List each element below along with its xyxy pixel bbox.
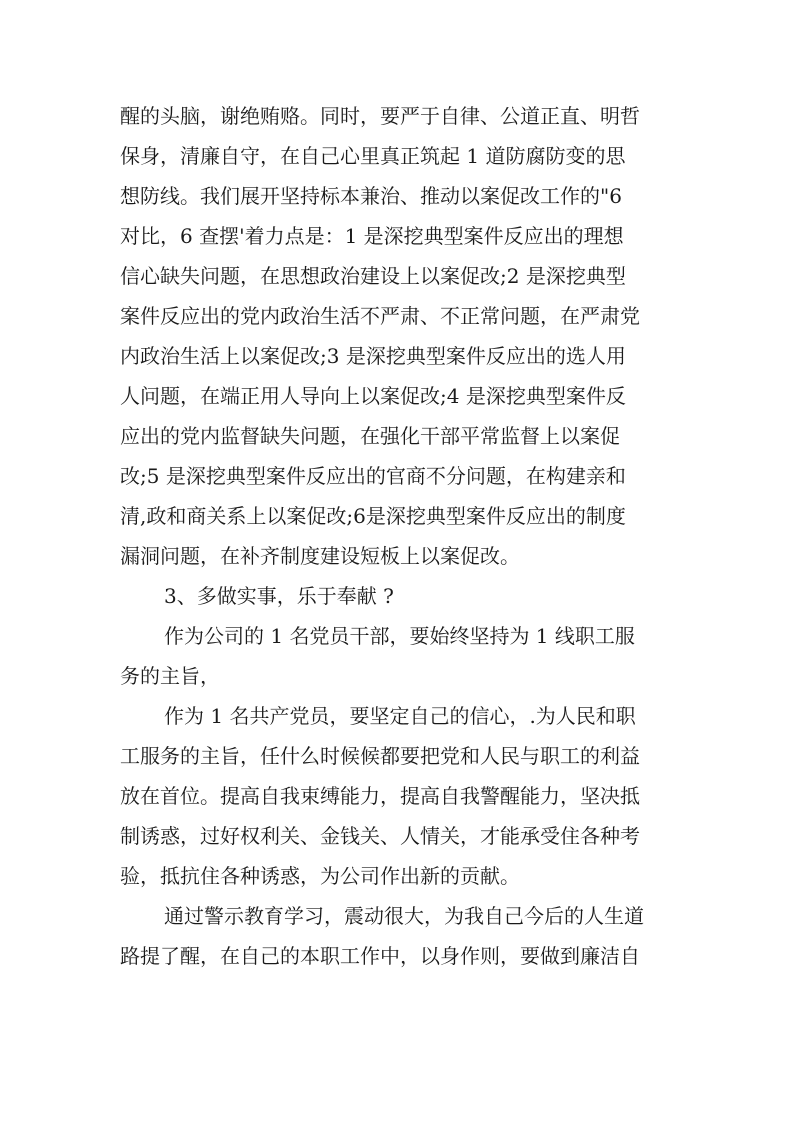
text-line: 工服务的主旨，任什么时候候都要把党和人民与职工的利益 (120, 744, 640, 768)
section-heading: 3、多做实事，乐于奉献 ? (164, 584, 394, 608)
text-line: 案件反应出的党内政治生活不严肃、不正常问题，在严肃党 (120, 304, 640, 328)
text-line: 路提了醒，在自己的本职工作中，以身作则，要做到廉洁自 (120, 944, 640, 968)
text-line: 保身，清廉自守，在自己心里真正筑起 1 道防腐防变的思 (120, 144, 626, 168)
text-line: 内政治生活上以案促改;3 是深挖典型案件反应出的选人用 (120, 344, 626, 368)
text-line: 作为公司的 1 名党员干部，要始终坚持为 1 线职工服 (164, 624, 635, 648)
text-line: 人问题，在端正用人导向上以案促改;4 是深挖典型案件反 (120, 384, 626, 408)
text-line: 验，抵抗住各种诱惑，为公司作出新的贡献。 (120, 864, 520, 888)
text-line: 通过警示教育学习，震动很大，为我自己今后的人生道 (164, 904, 644, 928)
text-line: 应出的党内监督缺失问题，在强化干部平常监督上以案促 (120, 424, 620, 448)
text-line: 对比，6 查摆'着力点是：1 是深挖典型案件反应出的理想 (120, 224, 624, 248)
text-line: 务的主旨， (120, 664, 220, 688)
text-line: 作为 1 名共产党员，要坚定自己的信心，.为人民和职 (164, 704, 636, 728)
text-line: 改;5 是深挖典型案件反应出的官商不分问题，在构建亲和 (120, 464, 626, 488)
text-line: 漏洞问题，在补齐制度建设短板上以案促改。 (120, 544, 520, 568)
text-line: 信心缺失问题，在思想政治建设上以案促改;2 是深挖典型 (120, 264, 626, 288)
text-line: 制诱惑，过好权利关、金钱关、人情关，才能承受住各种考 (120, 824, 640, 848)
text-line: 清,政和商关系上以案促改;6是深挖典型案件反应出的制度 (120, 504, 626, 528)
body-text (120, 96, 680, 976)
text-line: 醒的头脑，谢绝贿赂。同时，要严于自律、公道正直、明哲 (120, 104, 640, 128)
text-line: 想防线。我们展开坚持标本兼治、推动以案促改工作的"6 (120, 184, 622, 208)
text-line: 放在首位。提高自我束缚能力，提高自我警醒能力，坚决抵 (120, 784, 640, 808)
